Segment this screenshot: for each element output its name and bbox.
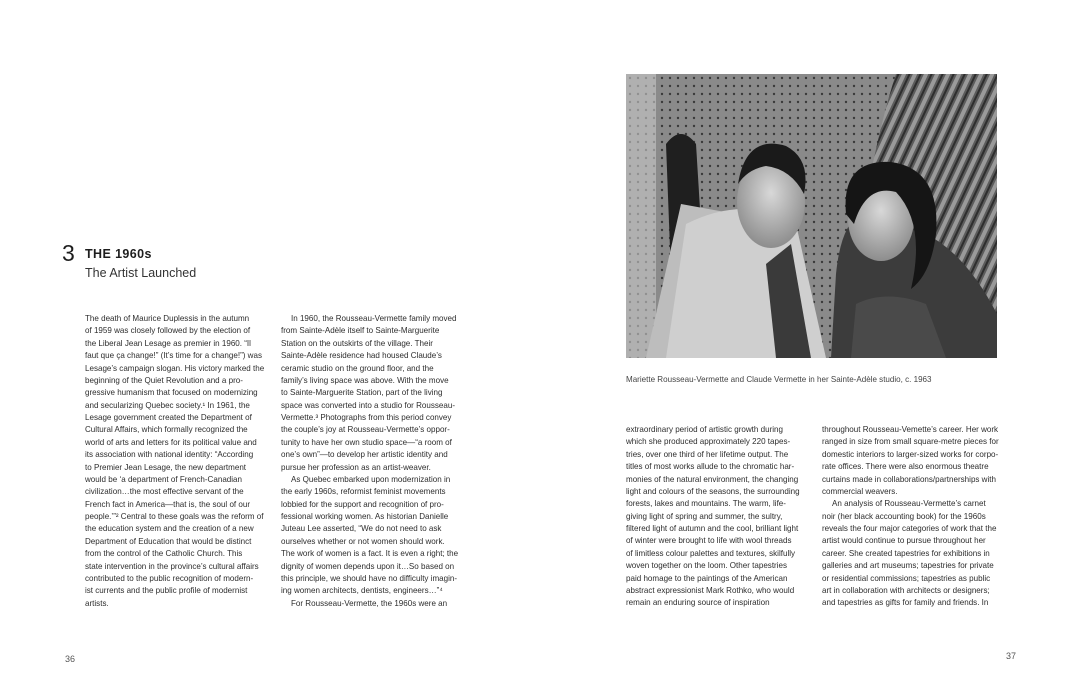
text-line: ceramic studio on the ground floor, and the [281, 363, 434, 373]
text-line: titles of most works allude to the chromatic har- [626, 462, 795, 472]
text-line: Department of Education that would be distinct [85, 536, 252, 546]
text-line: would be ‘a department of French-Canadian [85, 474, 243, 484]
text-line: giving light of spring and summer, the sultry, [626, 511, 783, 521]
text-line: The work of women is a fact. It is even a right; the [281, 549, 459, 559]
text-line: which she produced approximately 220 tapes- [626, 437, 791, 447]
text-line: ist currents and the public profile of modernist [85, 586, 248, 596]
text-line: tries, over one third of her lifetime output. The [626, 449, 789, 459]
chapter-subtitle: The Artist Launched [85, 266, 197, 280]
text-line: and tapestries as gifts for family and friends. In [822, 598, 989, 608]
text-line: family’s living space was above. With the move [281, 375, 449, 385]
photo-caption: Mariette Rousseau-Vermette and Claude Vermette in her Sainte-Adèle studio, c. 1963 [626, 375, 932, 384]
text-line: domestic interiors to larger-sized works for corpo- [822, 449, 999, 459]
text-line: rate offices. There were also enormous theatre [822, 462, 989, 472]
text-line: filtered light of autumn and the cool, brilliant light [626, 524, 799, 533]
text-line: the education system and the creation of a new [85, 524, 254, 534]
text-line: Vermette.³ Photographs from this period convey [281, 413, 452, 422]
text-line: commercial weavers. [822, 486, 898, 496]
text-line: Station on the outskirts of the village. Their [281, 338, 433, 348]
text-line: gressive humanism that focused on modernizing [85, 388, 258, 398]
text-line: galleries and art museums; tapestries for private [822, 561, 994, 571]
text-line: As Quebec embarked upon modernization in [291, 474, 451, 484]
text-line: Juteau Lee asserted, “We do not need to ask [281, 524, 442, 534]
text-line: or residential commissions; tapestries as public [822, 573, 991, 583]
text-line: light and colours of the seasons, the surrounding [626, 486, 800, 496]
text-line: monies of the natural environment, the changing [626, 474, 799, 484]
text-line: its association with national identity: “According [85, 450, 254, 460]
text-line: throughout Rousseau-Vemette’s career. Her work [822, 425, 999, 434]
text-line: contributed to the public recognition of modern- [85, 573, 254, 583]
text-line: of limitless colour palettes and textures, skilfully [626, 548, 796, 558]
text-line: fessional working women. As historian Danielle [281, 512, 449, 521]
text-line: state intervention in the province’s cultural affairs [85, 561, 259, 571]
text-line: curtains made in collaborations/partnerships with [822, 474, 996, 484]
text-column-1 [85, 313, 265, 610]
text-line: art in collaboration with architects or designers; [822, 585, 990, 595]
text-line: the couple’s joy at Rousseau-Vermette’s oppor- [281, 425, 450, 435]
text-line: the Liberal Jean Lesage as premier in 1960. “Il [85, 338, 251, 348]
text-line: dignity of women depends upon it…So based on [281, 561, 455, 571]
text-line: reveals the four major categories of work that the [822, 524, 997, 533]
text-line: For Rousseau-Vermette, the 1960s were an [291, 598, 448, 608]
text-line: this principle, we should have no difficulty imagin- [281, 573, 458, 583]
text-line: faut que ça change!” (It’s time for a change!”) was [85, 351, 262, 361]
page-number-left: 36 [65, 654, 76, 664]
text-line: tunity to have her own studio space—“a room of [281, 437, 452, 447]
text-line: to Sainte-Marguerite Station, part of the living [281, 388, 443, 398]
text-line: people.’”² Central to these goals was the reform of [85, 512, 264, 521]
text-line: from the control of the Catholic Church. This [85, 549, 243, 559]
text-column-3 [626, 424, 802, 610]
chapter-title: THE 1960s [85, 247, 152, 261]
text-line: Cultural Affairs, which formally recognized the [85, 425, 248, 435]
text-column-4 [822, 424, 998, 610]
text-line: world of arts and letters for its political value and [85, 437, 257, 447]
text-line: Sainte-Adèle residence had housed Claude’s [281, 351, 442, 361]
text-line: extraordinary period of artistic growth during [626, 425, 783, 434]
text-line: artists. [85, 598, 109, 608]
text-line: from Sainte-Adèle itself to Sainte-Marguerite [281, 326, 440, 336]
text-line: to Premier Jean Lesage, the new department [85, 462, 247, 472]
text-line: woven together on the loom. Other tapestries [626, 561, 788, 571]
text-line: beginning of the Quiet Revolution and a pro- [85, 375, 243, 385]
text-line: one’s own”—to develop her artistic identity and [281, 450, 448, 460]
text-line: The death of Maurice Duplessis in the autumn [85, 314, 250, 323]
text-line: artist would continue to pursue throughout her [822, 536, 986, 546]
text-line: the early 1960s, reformist feminist movements [281, 487, 446, 497]
chapter-number: 3 [62, 240, 75, 266]
text-line: ing women architects, dentists, engineers…”⁴ [281, 586, 443, 596]
text-line: pursue her profession as an artist-weaver. [281, 462, 431, 472]
text-line: remain an enduring source of inspiration [626, 598, 770, 608]
text-line: In 1960, the Rousseau-Vermette family moved [291, 314, 457, 323]
text-line: French fact in America—that is, the soul of our [85, 499, 251, 509]
text-line: and secularizing Quebec society.¹ In 1961, the [85, 400, 250, 410]
text-column-2 [281, 313, 457, 610]
page-number-right: 37 [1006, 651, 1017, 661]
text-line: noir (her black accounting book) for the 1960s [822, 511, 986, 521]
photo-illustration [626, 74, 997, 358]
text-line: civilization…the most effective servant of the [85, 487, 244, 497]
text-line: Lesage government created the Department of [85, 413, 252, 422]
text-line: paid homage to the paintings of the American [626, 573, 788, 583]
text-line: career. She created tapestries for exhibitions in [822, 548, 990, 558]
text-line: lobbied for the support and recognition of pro- [281, 499, 444, 509]
text-line: ranged in size from small square-metre pieces for [822, 437, 999, 447]
text-line: An analysis of Rousseau-Vermette’s carnet [832, 499, 986, 509]
text-line: Lesage’s campaign slogan. His victory marked the [85, 363, 265, 373]
text-line: space was converted into a studio for Rousseau- [281, 400, 455, 410]
text-line: abstract expressionist Mark Rothko, who would [626, 585, 795, 595]
text-line: forests, lakes and mountains. The warm, life- [626, 499, 786, 509]
text-line: of winter were brought to life with wool threads [626, 536, 792, 546]
text-line: ourselves whether or not women should work. [281, 536, 445, 546]
studio-photograph [626, 74, 997, 358]
text-line: of 1959 was closely followed by the election of [85, 326, 251, 336]
